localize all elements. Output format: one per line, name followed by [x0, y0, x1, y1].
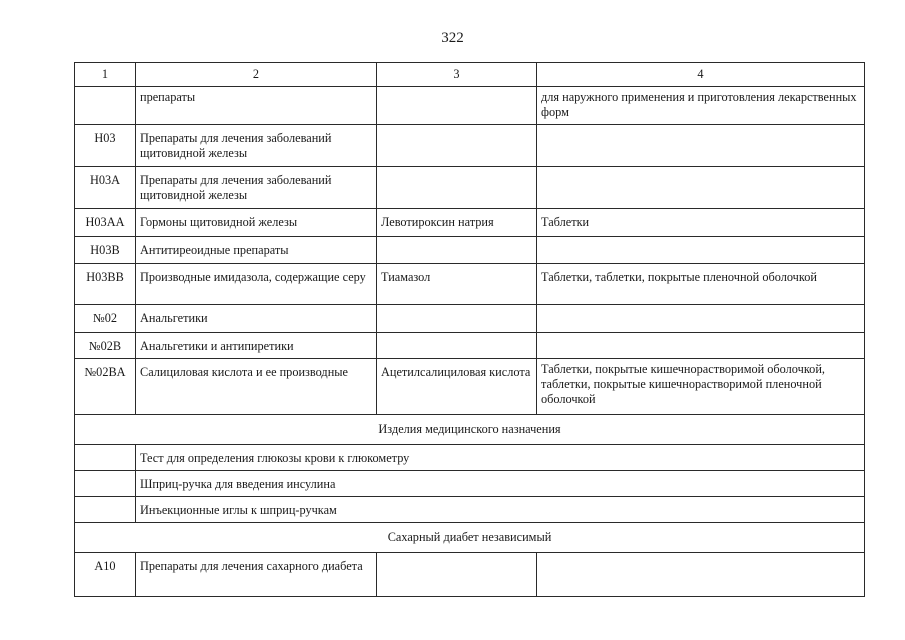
group-name: Препараты для лечения сахарного диабета	[136, 553, 377, 597]
substance-name	[377, 553, 537, 597]
dosage-form	[537, 305, 865, 333]
atc-code: H03	[75, 125, 136, 167]
header-col-4: 4	[537, 63, 865, 87]
section-title: Сахарный диабет независимый	[75, 523, 865, 553]
table-row	[75, 553, 865, 597]
device-name: Тест для определения глюкозы крови к глюкометру	[136, 445, 865, 471]
atc-code	[75, 497, 136, 523]
dosage-form: Таблетки	[537, 209, 865, 237]
table-row	[75, 87, 865, 125]
atc-code: A10	[75, 553, 136, 597]
section-title: Изделия медицинского назначения	[75, 415, 865, 445]
section-row-devices	[75, 415, 865, 445]
dosage-form	[537, 125, 865, 167]
device-name: Шприц-ручка для введения инсулина	[136, 471, 865, 497]
header-col-1: 1	[75, 63, 136, 87]
atc-code: №02	[75, 305, 136, 333]
atc-code: H03AA	[75, 209, 136, 237]
table-row	[75, 167, 865, 209]
atc-code: №02B	[75, 333, 136, 359]
substance-name	[377, 87, 537, 125]
substance-name: Ацетилсалициловая кислота	[377, 359, 537, 415]
group-name: Анальгетики и антипиретики	[136, 333, 377, 359]
header-col-2: 2	[136, 63, 377, 87]
table-header-row	[75, 63, 865, 87]
group-name: Препараты для лечения заболеваний щитовидной железы	[136, 167, 377, 209]
medicines-table	[74, 62, 865, 597]
substance-name	[377, 125, 537, 167]
table-row	[75, 359, 865, 415]
device-row	[75, 497, 865, 523]
group-name: Анальгетики	[136, 305, 377, 333]
table-row	[75, 264, 865, 305]
table-row	[75, 209, 865, 237]
group-name: Антитиреоидные препараты	[136, 237, 377, 264]
dosage-form: для наружного применения и приготовления лекарственных форм	[537, 87, 865, 125]
group-name: Препараты для лечения заболеваний щитовидной железы	[136, 125, 377, 167]
atc-code	[75, 87, 136, 125]
substance-name	[377, 333, 537, 359]
substance-name	[377, 305, 537, 333]
atc-code: №02BA	[75, 359, 136, 415]
dosage-form	[537, 237, 865, 264]
page-number: 322	[441, 30, 464, 46]
atc-code: H03A	[75, 167, 136, 209]
header-col-3: 3	[377, 63, 537, 87]
table-row	[75, 305, 865, 333]
dosage-form	[537, 167, 865, 209]
substance-name	[377, 167, 537, 209]
device-row	[75, 471, 865, 497]
device-row	[75, 445, 865, 471]
dosage-form	[537, 333, 865, 359]
atc-code: H03BB	[75, 264, 136, 305]
substance-name: Левотироксин натрия	[377, 209, 537, 237]
atc-code	[75, 471, 136, 497]
atc-code	[75, 445, 136, 471]
device-name: Инъекционные иглы к шприц-ручкам	[136, 497, 865, 523]
dosage-form: Таблетки, покрытые кишечнорастворимой оболочкой, таблетки, покрытые кишечнорастворимой пленочной оболочкой	[537, 359, 865, 415]
dosage-form: Таблетки, таблетки, покрытые пленочной оболочкой	[537, 264, 865, 305]
table-row	[75, 333, 865, 359]
substance-name: Тиамазол	[377, 264, 537, 305]
dosage-form	[537, 553, 865, 597]
group-name: препараты	[136, 87, 377, 125]
substance-name	[377, 237, 537, 264]
table-row	[75, 237, 865, 264]
group-name: Гормоны щитовидной железы	[136, 209, 377, 237]
group-name: Салициловая кислота и ее производные	[136, 359, 377, 415]
table-row	[75, 125, 865, 167]
group-name: Производные имидазола, содержащие серу	[136, 264, 377, 305]
section-row-diabetes	[75, 523, 865, 553]
atc-code: H03B	[75, 237, 136, 264]
